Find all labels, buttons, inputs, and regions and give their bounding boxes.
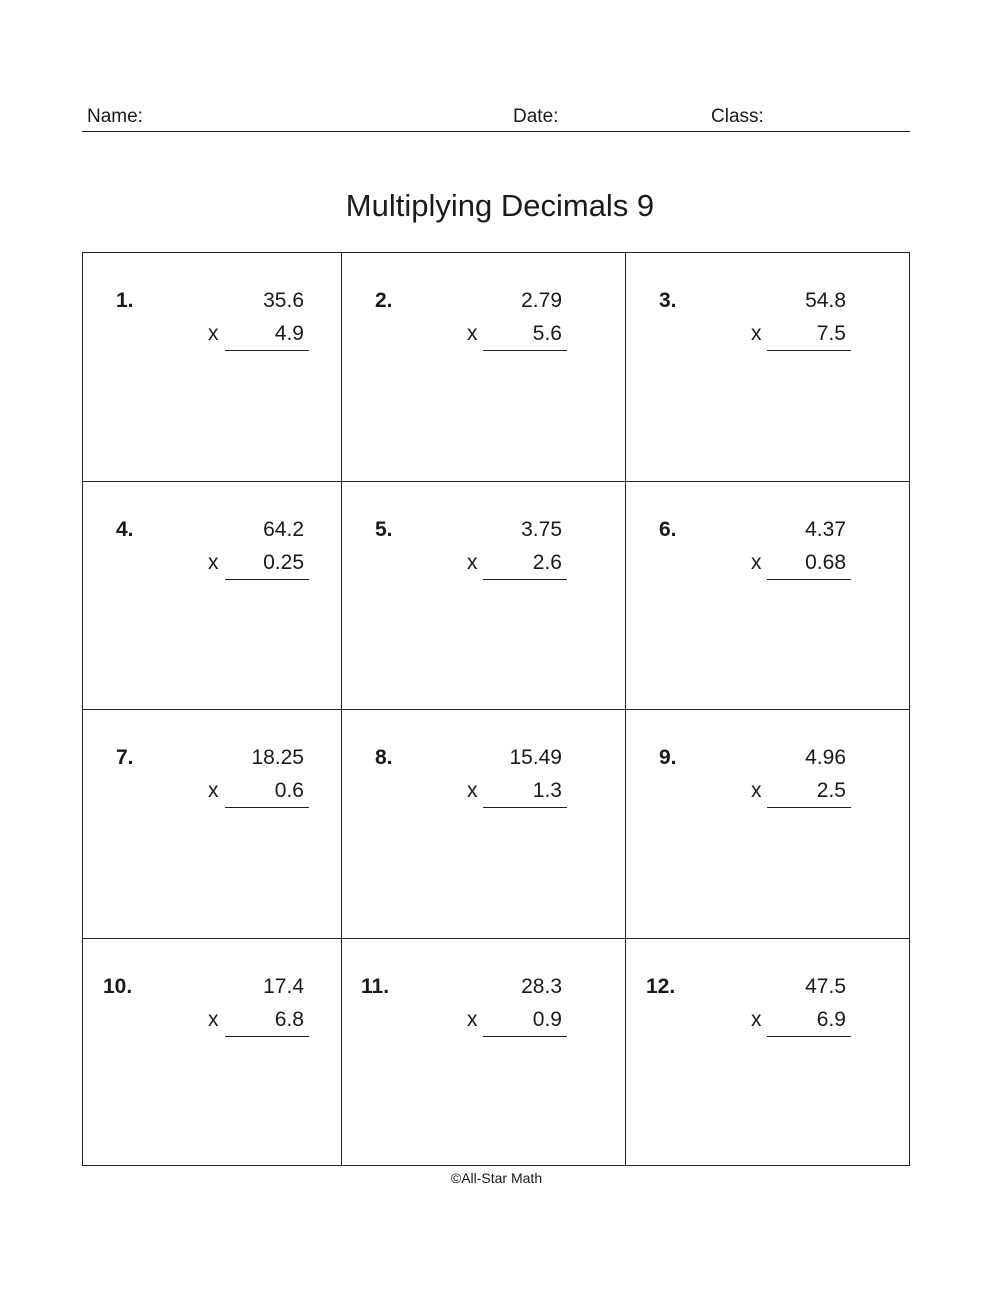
date-label: Date: (513, 106, 559, 127)
problem-multiplicand: 4.37 (805, 518, 846, 541)
multiply-sign: x (751, 779, 762, 802)
answer-line (767, 1036, 851, 1037)
worksheet-title: Multiplying Decimals 9 (345, 188, 655, 223)
problem-cell-8[interactable] (341, 709, 625, 937)
problem-multiplicand: 47.5 (805, 975, 846, 998)
multiply-sign: x (751, 551, 762, 574)
problem-number: 8. (375, 746, 393, 769)
problem-multiplier: 0.6 (274, 779, 304, 802)
problem-number: 6. (659, 518, 677, 541)
problem-number: 3. (659, 289, 677, 312)
multiply-sign: x (208, 322, 219, 345)
class-label: Class: (711, 106, 764, 127)
problem-number: 11. (361, 975, 390, 998)
problem-multiplier: 0.9 (532, 1008, 562, 1031)
header-rule (82, 131, 910, 132)
problem-cell-4[interactable] (82, 481, 341, 709)
problem-multiplier: 2.6 (532, 551, 562, 574)
problem-multiplicand: 64.2 (263, 518, 304, 541)
problem-cell-9[interactable] (625, 709, 910, 937)
multiply-sign: x (467, 779, 478, 802)
problem-multiplier: 2.5 (816, 779, 846, 802)
answer-line (483, 350, 567, 351)
answer-line (483, 1036, 567, 1037)
problem-multiplier: 0.25 (263, 551, 304, 574)
multiply-sign: x (467, 1008, 478, 1031)
problem-cell-2[interactable] (341, 252, 625, 480)
problem-multiplicand: 4.96 (805, 746, 846, 769)
problem-multiplicand: 2.79 (521, 289, 562, 312)
problem-multiplier: 1.3 (532, 779, 562, 802)
problem-multiplier: 4.9 (274, 322, 304, 345)
multiply-sign: x (467, 551, 478, 574)
copyright-footer: ©All-Star Math (450, 1170, 543, 1186)
problem-multiplier: 7.5 (816, 322, 846, 345)
problem-multiplier: 6.9 (816, 1008, 846, 1031)
problem-multiplicand: 3.75 (521, 518, 562, 541)
problem-multiplicand: 35.6 (263, 289, 304, 312)
answer-line (767, 350, 851, 351)
problem-multiplicand: 17.4 (263, 975, 304, 998)
multiply-sign: x (208, 779, 219, 802)
problem-cell-5[interactable] (341, 481, 625, 709)
answer-line (225, 1036, 309, 1037)
problem-multiplicand: 54.8 (805, 289, 846, 312)
problem-cell-11[interactable] (341, 938, 625, 1166)
answer-line (483, 579, 567, 580)
answer-line (767, 579, 851, 580)
problem-number: 9. (659, 746, 677, 769)
problem-number: 12. (646, 975, 676, 998)
problem-multiplier: 0.68 (805, 551, 846, 574)
problem-number: 5. (375, 518, 393, 541)
answer-line (225, 350, 309, 351)
name-label: Name: (87, 106, 143, 127)
problem-cell-7[interactable] (82, 709, 341, 937)
problem-multiplier: 5.6 (532, 322, 562, 345)
multiply-sign: x (208, 551, 219, 574)
problem-multiplicand: 15.49 (509, 746, 562, 769)
multiply-sign: x (208, 1008, 219, 1031)
problem-cell-1[interactable] (82, 252, 341, 480)
problem-number: 4. (116, 518, 134, 541)
multiply-sign: x (467, 322, 478, 345)
answer-line (483, 807, 567, 808)
problem-multiplicand: 28.3 (521, 975, 562, 998)
answer-line (767, 807, 851, 808)
problem-number: 1. (116, 289, 134, 312)
multiply-sign: x (751, 1008, 762, 1031)
answer-line (225, 579, 309, 580)
answer-line (225, 807, 309, 808)
problem-number: 7. (116, 746, 134, 769)
problem-multiplicand: 18.25 (251, 746, 304, 769)
problem-multiplier: 6.8 (274, 1008, 304, 1031)
problem-cell-12[interactable] (625, 938, 910, 1166)
problem-cell-3[interactable] (625, 252, 910, 480)
problem-cell-6[interactable] (625, 481, 910, 709)
problem-number: 10. (103, 975, 133, 998)
problem-number: 2. (375, 289, 393, 312)
multiply-sign: x (751, 322, 762, 345)
problem-cell-10[interactable] (82, 938, 341, 1166)
